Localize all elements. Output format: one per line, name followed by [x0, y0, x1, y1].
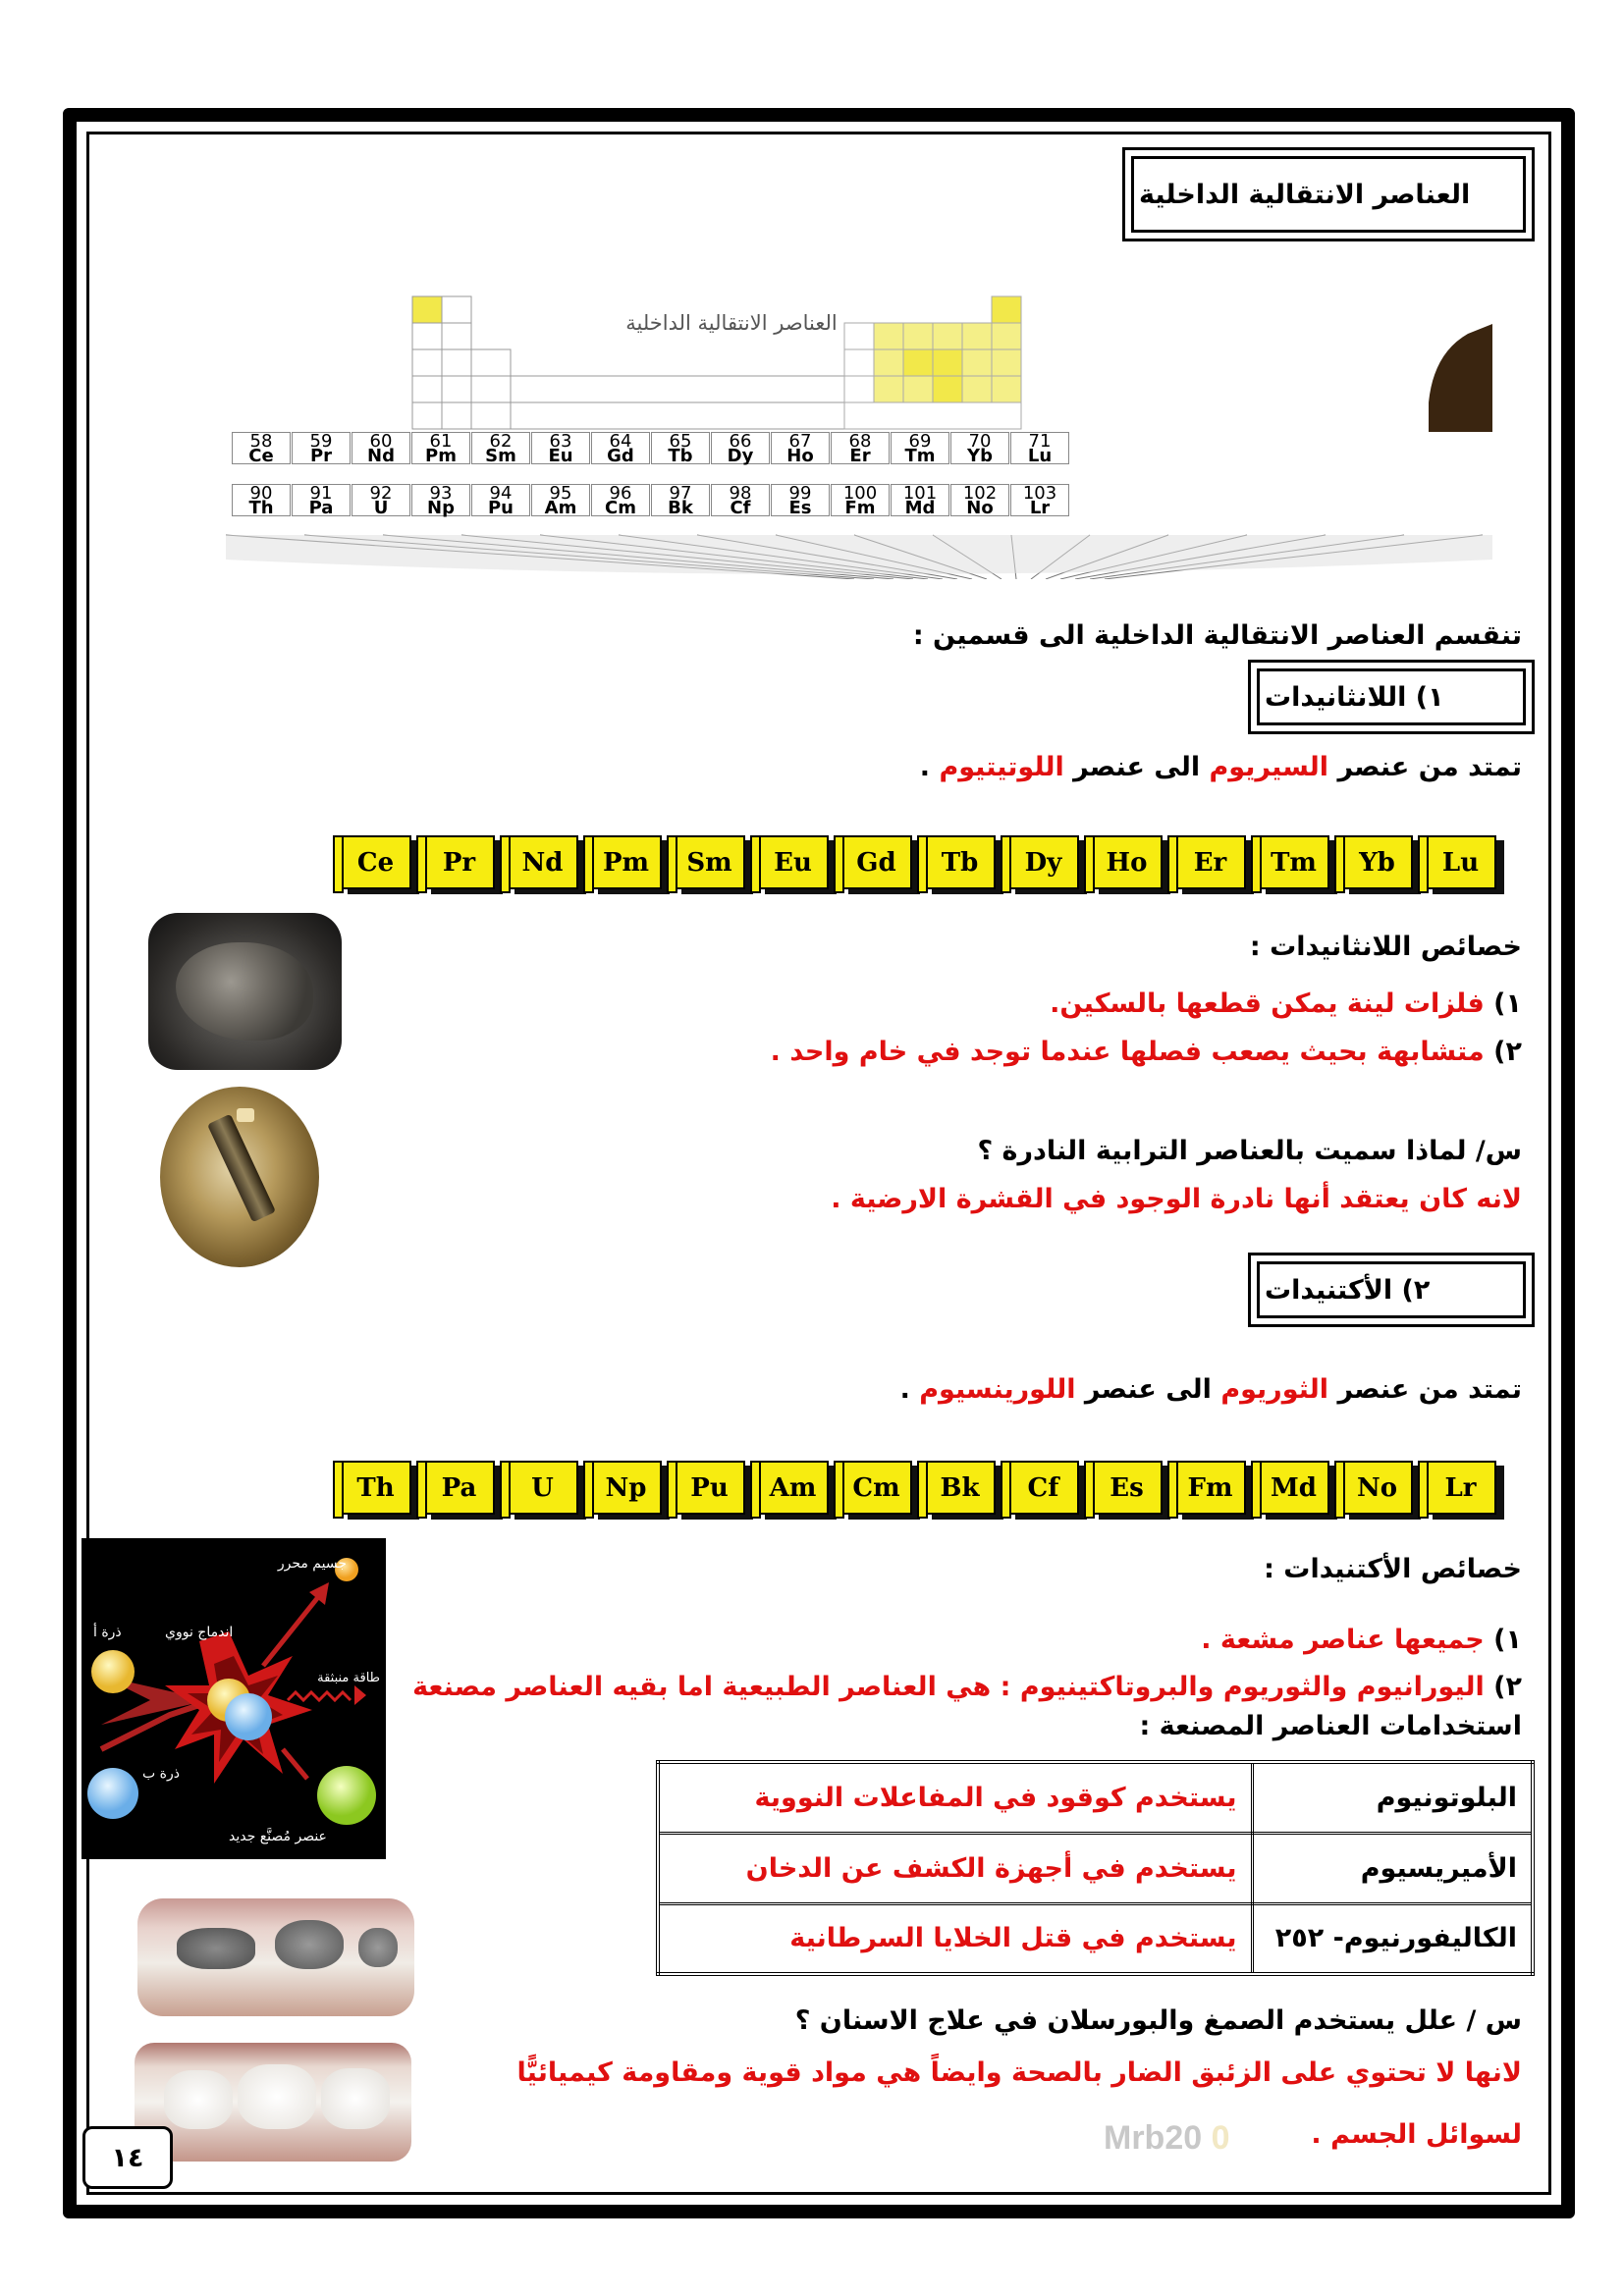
actinide-tile: Pa: [423, 1461, 495, 1515]
answer-2-line-1: لانها لا تحتوي على الزئبق الضار بالصحة وايضاً هي مواد قوية ومقاومة كيميائيًّا: [516, 2057, 1522, 2088]
fusion-svg: [81, 1538, 386, 1859]
dental-implant-photo: [160, 1087, 319, 1267]
watermark-text: Mrb20: [1104, 2119, 1203, 2157]
actinide-tile: Am: [757, 1461, 829, 1515]
element-symbol: Cf: [730, 498, 751, 518]
range-text: تمتد من عنصر: [1328, 752, 1522, 782]
question-1: س/ لماذا سميت بالعناصر الترابية النادرة ؟: [977, 1136, 1522, 1166]
figure-label: العناصر الانتقالية الداخلية: [625, 311, 838, 335]
atomic-number: 59: [309, 431, 333, 452]
prop-text: متشابهة بحيث يصعب فصلها عندما توجد في خام واحد .: [770, 1037, 1485, 1067]
lanthanide-tile: Er: [1174, 835, 1246, 889]
element-symbol: Eu: [548, 446, 573, 466]
actinide-cell: [891, 484, 949, 516]
prop-number: ٢): [1484, 1037, 1522, 1067]
actinides-heading-box: [1248, 1253, 1535, 1327]
periodic-table-figure: [226, 294, 1492, 579]
element-symbol: Pr: [309, 446, 333, 466]
element-symbol: Tm: [904, 446, 936, 466]
actinide-tile: U: [507, 1461, 578, 1515]
element-symbol: Np: [427, 498, 455, 518]
atomic-number: 95: [549, 483, 572, 504]
atomic-number: 63: [549, 431, 572, 452]
actinide-tile: Lr: [1425, 1461, 1496, 1515]
lanthanide-tile: Yb: [1341, 835, 1413, 889]
lanthanide-tile: Pm: [590, 835, 662, 889]
actinide-cell: [471, 484, 530, 516]
actinide-cell: [711, 484, 770, 516]
lanthanide-cell: [292, 432, 351, 464]
lanthanide-tile: Dy: [1007, 835, 1079, 889]
lanthanide-cell: [651, 432, 710, 464]
element-symbol: Pm: [425, 446, 457, 466]
use-description: يستخدم في أجهزة الكشف عن الدخان: [658, 1833, 1252, 1903]
atomic-number: 71: [1028, 431, 1052, 452]
lanthanide-cell: [711, 432, 770, 464]
lanthanide-tile: Nd: [507, 835, 578, 889]
atomic-number: 92: [369, 483, 393, 504]
element-symbol: Tb: [668, 446, 693, 466]
atomic-number: 102: [962, 483, 998, 504]
lanthanides-props-heading: خصائص اللانثانيدات :: [1249, 932, 1522, 962]
atomic-number: 100: [842, 483, 878, 504]
lanthanide-cell: [831, 432, 890, 464]
element-symbol: Lr: [1029, 498, 1051, 518]
prop-text: جميعها عناصر مشعة .: [1201, 1625, 1485, 1655]
actinide-cell: [771, 484, 830, 516]
uses-row: [658, 1762, 1533, 1833]
range-text: .: [899, 1374, 920, 1405]
range-text: تمتد من عنصر: [1328, 1374, 1522, 1405]
lanthanide-cell: [891, 432, 949, 464]
range-text: الى عنصر: [1075, 1374, 1221, 1405]
range-text: .: [919, 752, 940, 782]
intro-text: تنقسم العناصر الانتقالية الداخلية الى قسمين :: [912, 620, 1522, 651]
lanthanide-mineral-photo: [148, 913, 342, 1070]
actinides-prop-1: [1201, 1625, 1522, 1655]
lanthanide-cell: [232, 432, 291, 464]
lanthanide-tile: Ho: [1091, 835, 1163, 889]
actinides-props-heading: خصائص الأكتنيدات :: [1264, 1554, 1522, 1584]
atomic-number: 58: [249, 431, 273, 452]
use-description: يستخدم في قتل الخلايا السرطانية: [658, 1903, 1252, 1974]
atomic-number: 103: [1022, 483, 1057, 504]
atomic-number: 97: [669, 483, 692, 504]
actinide-tile: Cf: [1007, 1461, 1079, 1515]
element-symbol: Nd: [367, 446, 395, 466]
nuclear-fusion-diagram: [81, 1538, 386, 1859]
lanthanide-tile: Tm: [1258, 835, 1329, 889]
label-new-element: عنصر مُصنَّع جديد: [229, 1829, 327, 1844]
actinide-cell: [651, 484, 710, 516]
actinides-prop-2: [412, 1672, 1522, 1702]
page-title: العناصر الانتقالية الداخلية: [1139, 179, 1471, 210]
lanthanide-tile: Tb: [924, 835, 996, 889]
atomic-number: 90: [249, 483, 273, 504]
actinide-tile: Es: [1091, 1461, 1163, 1515]
uses-heading: استخدامات العناصر المصنعة :: [1139, 1711, 1522, 1741]
range-end-element: اللوتيتيوم: [939, 752, 1064, 782]
actinide-cell: [232, 484, 291, 516]
lanthanide-tile: Gd: [840, 835, 912, 889]
lanthanides-prop-1: [1050, 988, 1522, 1019]
lanthanide-cell: [591, 432, 650, 464]
actinide-tiles: [340, 1461, 1496, 1515]
label-nuclear-fusion: اندماج نووي: [165, 1625, 234, 1640]
atomic-number: 67: [788, 431, 812, 452]
lanthanide-cell: [950, 432, 1009, 464]
lanthanide-tile: Lu: [1425, 835, 1496, 889]
label-free-particle: جسيم محرر: [277, 1556, 347, 1572]
use-description: يستخدم كوقود في المفاعلات النووية: [658, 1762, 1252, 1833]
actinide-tile: Md: [1258, 1461, 1329, 1515]
lanthanide-tile: Eu: [757, 835, 829, 889]
actinide-cell: [531, 484, 590, 516]
answer-2-line-2: لسوائل الجسم .: [1311, 2119, 1522, 2150]
element-symbol: Fm: [844, 498, 876, 518]
element-symbol: Yb: [967, 446, 993, 466]
lanthanide-tile: Sm: [674, 835, 745, 889]
lanthanides-prop-2: [771, 1037, 1522, 1067]
lanthanides-heading: ١) اللانثانيدات: [1265, 681, 1444, 713]
watermark-suffix: 0: [1211, 2119, 1230, 2157]
atomic-number: 98: [729, 483, 752, 504]
actinide-cell: [411, 484, 470, 516]
atomic-number: 93: [429, 483, 453, 504]
lanthanide-tiles: [340, 835, 1496, 889]
uses-row: [658, 1903, 1533, 1974]
lanthanides-heading-box: [1248, 660, 1535, 734]
atomic-number: 62: [489, 431, 513, 452]
actinide-tile: Th: [340, 1461, 411, 1515]
lanthanide-tile: Ce: [340, 835, 411, 889]
atomic-number: 99: [788, 483, 812, 504]
element-symbol: Md: [904, 498, 936, 518]
page-number: ١٤: [82, 2126, 173, 2189]
uses-row: [658, 1833, 1533, 1903]
actinide-cell: [591, 484, 650, 516]
element-symbol: Es: [788, 498, 812, 518]
label-atom-a: ذرة أ: [93, 1625, 122, 1640]
element-symbol: Gd: [607, 446, 634, 466]
actinide-tile: Fm: [1174, 1461, 1246, 1515]
prop-number: ٢): [1484, 1672, 1522, 1702]
actinide-cell: [831, 484, 890, 516]
actinide-tile: Pu: [674, 1461, 745, 1515]
prop-number: ١): [1484, 1625, 1522, 1655]
atomic-number: 91: [309, 483, 333, 504]
lanthanide-cell: [352, 432, 410, 464]
lanthanide-cell: [471, 432, 530, 464]
prop-text: فلزات لينة يمكن قطعها بالسكين.: [1050, 988, 1485, 1019]
element-symbol: Th: [248, 498, 274, 518]
actinide-tile: Cm: [840, 1461, 912, 1515]
actinide-tile: Bk: [924, 1461, 996, 1515]
lanthanide-cell: [771, 432, 830, 464]
lanthanide-tile: Pr: [423, 835, 495, 889]
element-symbol: Pu: [487, 498, 514, 518]
element-name: الكاليفورنيوم- ٢٥٢: [1252, 1903, 1533, 1974]
lanthanide-cell: [531, 432, 590, 464]
atomic-number: 94: [489, 483, 513, 504]
actinides-heading: ٢) الأكتنيدات: [1265, 1274, 1431, 1306]
element-symbol: Ce: [248, 446, 274, 466]
element-name: البلوتونيوم: [1252, 1762, 1533, 1833]
atomic-number: 101: [902, 483, 938, 504]
element-name: الأميريسيوم: [1252, 1833, 1533, 1903]
actinide-cell: [352, 484, 410, 516]
range-start-element: السيريوم: [1209, 752, 1329, 782]
lanthanides-range: [920, 752, 1522, 782]
element-symbol: Pa: [308, 498, 334, 518]
element-symbol: Er: [849, 446, 871, 466]
lanthanide-cell: [1010, 432, 1069, 464]
atomic-number: 64: [609, 431, 632, 452]
actinide-cell: [1010, 484, 1069, 516]
atomic-number: 69: [908, 431, 932, 452]
actinide-tile: Np: [590, 1461, 662, 1515]
element-symbol: Ho: [786, 446, 814, 466]
prop-text: اليورانيوم والثوريوم والبروتاكتينيوم : هي العناصر الطبيعية اما بقيه العناصر مصنعة: [412, 1672, 1485, 1702]
element-symbol: Bk: [668, 498, 693, 518]
atomic-number: 66: [729, 431, 752, 452]
element-symbol: Sm: [485, 446, 516, 466]
watermark: [1104, 2119, 1230, 2158]
label-released-energy: طاقة منبثقة: [317, 1671, 380, 1685]
atomic-number: 96: [609, 483, 632, 504]
title-box: [1122, 147, 1535, 241]
actinide-cell: [950, 484, 1009, 516]
atomic-number: 70: [968, 431, 992, 452]
prop-number: ١): [1484, 988, 1522, 1019]
element-symbol: Cm: [605, 498, 636, 518]
porcelain-filling-photo: [135, 2043, 411, 2162]
element-symbol: No: [966, 498, 994, 518]
element-symbol: Am: [544, 498, 577, 518]
question-2: س / علل يستخدم الصمغ والبورسلان في علاج الاسنان ؟: [794, 2005, 1522, 2036]
range-start-element: الثوريوم: [1220, 1374, 1329, 1405]
atomic-number: 61: [429, 431, 453, 452]
uses-table: [656, 1760, 1535, 1976]
label-atom-b: ذرة ب: [142, 1766, 180, 1782]
amalgam-filling-photo: [137, 1898, 414, 2016]
actinide-cell: [292, 484, 351, 516]
lanthanide-cell: [411, 432, 470, 464]
element-symbol: Dy: [727, 446, 754, 466]
element-symbol: U: [373, 498, 389, 518]
element-symbol: Lu: [1027, 446, 1053, 466]
atomic-number: 60: [369, 431, 393, 452]
atomic-number: 65: [669, 431, 692, 452]
answer-1: لانه كان يعتقد أنها نادرة الوجود في القشرة الارضية .: [831, 1184, 1522, 1214]
atomic-number: 68: [848, 431, 872, 452]
range-end-element: اللورينسيوم: [919, 1374, 1076, 1405]
actinide-tile: No: [1341, 1461, 1413, 1515]
actinides-range: [900, 1374, 1522, 1405]
range-text: الى عنصر: [1063, 752, 1210, 782]
